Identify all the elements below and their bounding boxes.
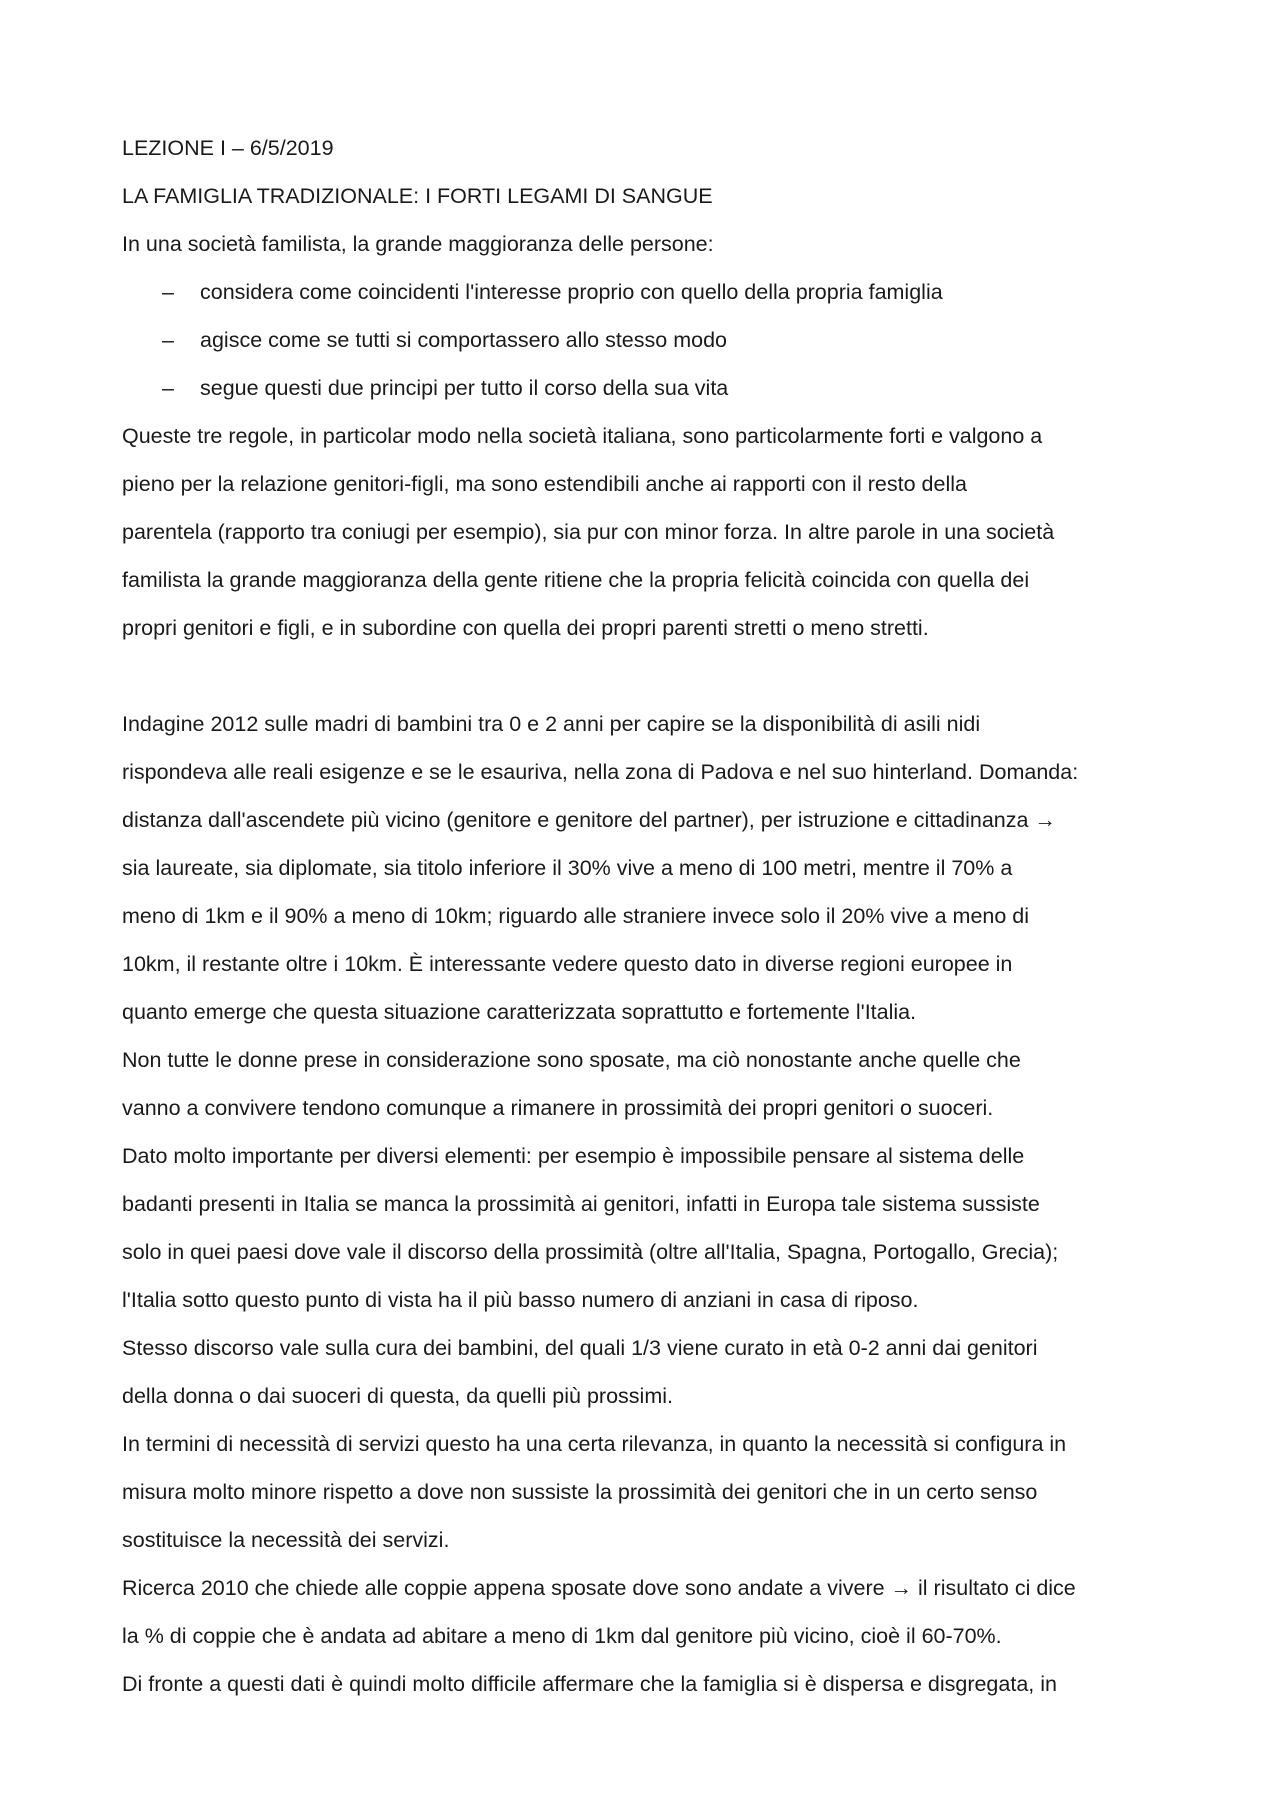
paragraph-line: Ricerca 2010 che chiede alle coppie appena sposate dove sono andate a vivere → il risultato ci dice — [122, 1576, 1076, 1600]
paragraph-line: misura molto minore rispetto a dove non sussiste la prossimità dei genitori che in un certo senso — [122, 1480, 1038, 1504]
paragraph-line: Indagine 2012 sulle madri di bambini tra 0 e 2 anni per capire se la disponibilità di asili nidi — [122, 712, 981, 736]
paragraph-line: quanto emerge che questa situazione caratterizzata soprattutto e fortemente l'Italia. — [122, 1000, 917, 1024]
bullet-dash: – — [162, 376, 174, 400]
paragraph-line: In termini di necessità di servizi questo ha una certa rilevanza, in quanto la necessità si configura in — [122, 1432, 1067, 1456]
paragraph-line: solo in quei paesi dove vale il discorso della prossimità (oltre all'Italia, Spagna, Portogallo, Grecia); — [122, 1240, 1059, 1264]
paragraph-line: badanti presenti in Italia se manca la prossimità ai genitori, infatti in Europa tale sistema sussiste — [122, 1192, 1040, 1216]
paragraph-line: parentela (rapporto tra coniugi per esempio), sia pur con minor forza. In altre parole in una società — [122, 520, 1055, 544]
paragraph-line: l'Italia sotto questo punto di vista ha il più basso numero di anziani in casa di riposo. — [122, 1288, 919, 1312]
paragraph-line: pieno per la relazione genitori-figli, ma sono estendibili anche ai rapporti con il resto della — [122, 472, 967, 496]
list-item — [122, 316, 1162, 364]
paragraph-line: 10km, il restante oltre i 10km. È interessante vedere questo dato in diverse regioni europee in — [122, 952, 1013, 976]
list-item — [122, 364, 1162, 412]
paragraph-line: Queste tre regole, in particolar modo nella società italiana, sono particolarmente forti e valgono a — [122, 424, 1043, 448]
bullet-dash: – — [162, 328, 174, 352]
paragraph-line: Non tutte le donne prese in considerazione sono sposate, ma ciò nonostante anche quelle che — [122, 1048, 1021, 1072]
paragraph-line: meno di 1km e il 90% a meno di 10km; riguardo alle straniere invece solo il 20% vive a meno di — [122, 904, 1030, 928]
paragraph-line: della donna o dai suoceri di questa, da quelli più prossimi. — [122, 1384, 673, 1408]
paragraph-line: propri genitori e figli, e in subordine con quella dei propri parenti stretti o meno stretti. — [122, 616, 929, 640]
paragraph-line: distanza dall'ascendete più vicino (genitore e genitore del partner), per istruzione e cittadinanza → — [122, 808, 1056, 832]
section-title: LA FAMIGLIA TRADIZIONALE: I FORTI LEGAMI DI SANGUE — [122, 184, 713, 208]
lesson-header: LEZIONE I – 6/5/2019 — [122, 136, 334, 160]
paragraph-2 — [122, 700, 1162, 1708]
paragraph-line: sostituisce la necessità dei servizi. — [122, 1528, 450, 1552]
paragraph-line: Stesso discorso vale sulla cura dei bambini, del quali 1/3 viene curato in età 0-2 anni dai genitori — [122, 1336, 1038, 1360]
paragraph-line: vanno a convivere tendono comunque a rimanere in prossimità dei propri genitori o suoceri. — [122, 1096, 994, 1120]
document-body — [122, 124, 1162, 1708]
bullet-list — [122, 268, 1162, 412]
paragraph-line: sia laureate, sia diplomate, sia titolo inferiore il 30% vive a meno di 100 metri, mentre il 70% a — [122, 856, 1013, 880]
intro-text: In una società familista, la grande maggioranza delle persone: — [122, 232, 714, 256]
list-item — [122, 268, 1162, 316]
paragraph-1 — [122, 412, 1162, 652]
bullet-text: agisce come se tutti si comportassero allo stesso modo — [200, 328, 727, 352]
paragraph-gap — [122, 652, 1162, 700]
bullet-text: segue questi due principi per tutto il corso della sua vita — [200, 376, 729, 400]
bullet-text: considera come coincidenti l'interesse proprio con quello della propria famiglia — [200, 280, 943, 304]
paragraph-line: la % di coppie che è andata ad abitare a meno di 1km dal genitore più vicino, cioè il 60-70%. — [122, 1624, 1002, 1648]
paragraph-line: Di fronte a questi dati è quindi molto difficile affermare che la famiglia si è dispersa e disgregata, in — [122, 1672, 1057, 1696]
paragraph-line: familista la grande maggioranza della gente ritiene che la propria felicità coincida con quella dei — [122, 568, 1030, 592]
paragraph-line: rispondeva alle reali esigenze e se le esauriva, nella zona di Padova e nel suo hinterland. Domanda: — [122, 760, 1079, 784]
paragraph-line: Dato molto importante per diversi elementi: per esempio è impossibile pensare al sistema delle — [122, 1144, 1025, 1168]
bullet-dash: – — [162, 280, 174, 304]
